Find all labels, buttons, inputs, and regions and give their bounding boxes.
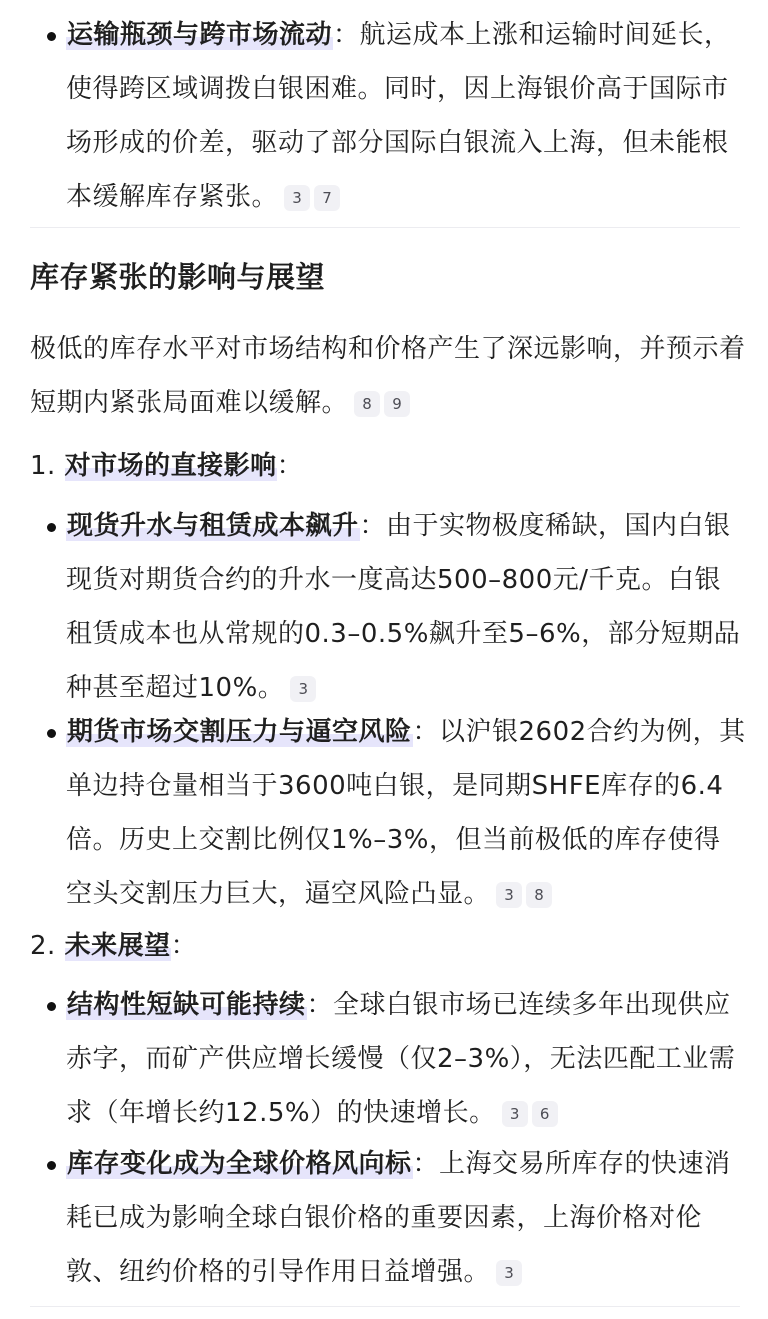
bullet-term: 库存变化成为全球价格风向标 [67, 1149, 412, 1179]
bullet-dot [47, 1002, 56, 1011]
citation-badge[interactable]: 7 [314, 185, 340, 211]
bullet-text: ：以沪银2602合约为例，其单边持仓量相当于3600吨白银，是同期SHFE库存的6.4倍。历史上交割比例仅1%–3%，但当前极低的库存使得空头交割压力巨大，逼空风险凸显。 [66, 717, 746, 909]
heading-colon: ： [276, 451, 304, 481]
citation-badge[interactable]: 3 [496, 882, 522, 908]
bullet-term: 运输瓶颈与跨市场流动 [67, 20, 333, 50]
bullet-term: 期货市场交割压力与逼空风险 [67, 717, 412, 747]
numbered-heading-2 [30, 919, 197, 973]
citation-badge[interactable]: 6 [532, 1101, 558, 1127]
bullet-futures-delivery [66, 705, 746, 921]
list-number: 1. [30, 451, 56, 481]
list-number: 2. [30, 931, 56, 961]
citation-badge[interactable]: 3 [502, 1101, 528, 1127]
citation-badge[interactable]: 3 [290, 676, 316, 702]
bullet-structural-shortage [66, 978, 746, 1140]
section-title: 库存紧张的影响与展望 [30, 260, 326, 294]
numbered-heading-1 [30, 439, 303, 493]
bullet-dot [47, 729, 56, 738]
citation-badge[interactable]: 8 [526, 882, 552, 908]
section-intro-paragraph [30, 322, 746, 430]
section-divider [30, 1306, 740, 1307]
section-divider [30, 227, 740, 228]
bullet-term: 现货升水与租赁成本飙升 [67, 511, 359, 541]
heading-colon: ： [170, 931, 198, 961]
numbered-heading-title: 未来展望 [64, 931, 171, 961]
citation-badge[interactable]: 3 [284, 185, 310, 211]
numbered-heading-title: 对市场的直接影响 [64, 451, 277, 481]
citation-badge[interactable]: 8 [354, 391, 380, 417]
bullet-inventory-indicator [66, 1137, 746, 1299]
bullet-text: ：航运成本上涨和运输时间延长，使得跨区域调拨白银困难。同时，因上海银价高于国际市场形成的价差，驱动了部分国际白银流入上海，但未能根本缓解库存紧张。 [66, 20, 731, 212]
bullet-shipping-bottleneck [66, 8, 746, 224]
bullet-text: ：全球白银市场已连续多年出现供应赤字，而矿产供应增长缓慢（仅2–3%），无法匹配工业需求（年增长约12.5%）的快速增长。 [66, 990, 736, 1128]
bullet-term: 结构性短缺可能持续 [67, 990, 306, 1020]
citation-badge[interactable]: 9 [384, 391, 410, 417]
paragraph-text: 极低的库存水平对市场结构和价格产生了深远影响，并预示着短期内紧张局面难以缓解。 [30, 334, 746, 418]
bullet-dot [47, 1161, 56, 1170]
bullet-spot-premium [66, 499, 746, 715]
bullet-dot [47, 523, 56, 532]
bullet-dot [47, 32, 56, 41]
citation-badge[interactable]: 3 [496, 1260, 522, 1286]
bullet-text: ：上海交易所库存的快速消耗已成为影响全球白银价格的重要因素，上海价格对伦敦、纽约价格的引导作用日益增强。 [66, 1149, 731, 1287]
bullet-text: ：由于实物极度稀缺，国内白银现货对期货合约的升水一度高达500–800元/千克。白银租赁成本也从常规的0.3–0.5%飙升至5–6%，部分短期品种甚至超过10%。 [66, 511, 741, 703]
